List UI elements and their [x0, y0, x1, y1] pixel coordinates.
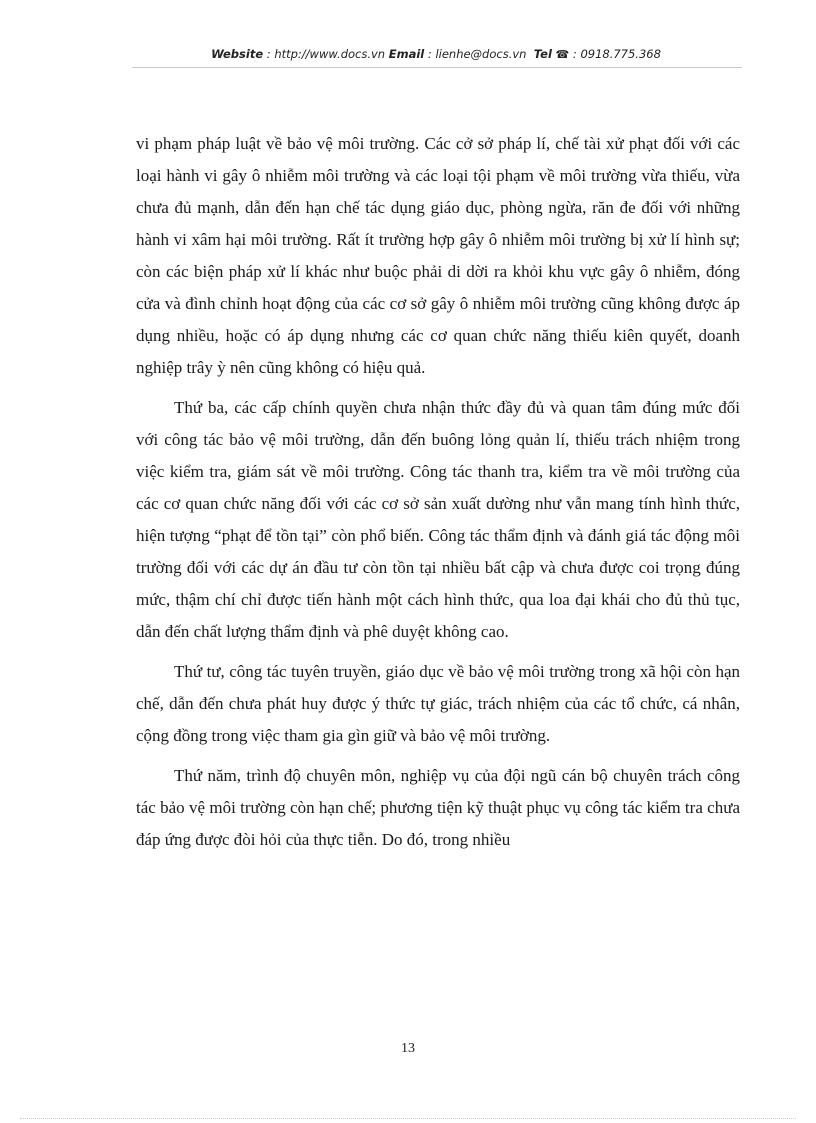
paragraph-thu-tu: Thứ tư, công tác tuyên truyền, giáo dục về bảo vệ môi trường trong xã hội còn hạn chế, dẫn đến chưa phát huy được ý thức tự giác, trách nhiệm của các tổ chức, cá nhân, cộng đồng trong việc tham gia gìn giữ và bảo vệ môi trường.	[136, 662, 740, 745]
email-separator: :	[424, 47, 436, 61]
header-divider	[132, 67, 742, 68]
paragraph-thu-nam: Thứ năm, trình độ chuyên môn, nghiệp vụ của đội ngũ cán bộ chuyên trách công tác bảo vệ môi trường còn hạn chế; phương tiện kỹ thuật phục vụ công tác kiểm tra chưa đáp ứng được đòi hỏi của thực tiễn. Do đó, trong nhiều	[136, 766, 740, 849]
tel-label: Tel	[533, 47, 552, 61]
email-address[interactable]: lienhe@docs.vn	[435, 47, 527, 61]
website-url[interactable]: http://www.docs.vn	[274, 47, 386, 61]
page-header	[132, 47, 740, 61]
page-number: 13	[401, 1041, 415, 1056]
document-body	[136, 128, 740, 864]
tel-separator: :	[569, 47, 581, 61]
paragraph-thu-ba: Thứ ba, các cấp chính quyền chưa nhận thức đầy đủ và quan tâm đúng mức đối với công tác bảo vệ môi trường, dẫn đến buông lỏng quản lí, thiếu trách nhiệm trong việc kiểm tra, giám sát về môi trường. Công tác thanh tra, kiểm tra về môi trường của các cơ quan chức năng đối với các cơ sở sản xuất dường như vẫn mang tính hình thức, hiện tượng “phạt để tồn tại” còn phổ biến. Công tác thẩm định và đánh giá tác động môi trường đối với các dự án đầu tư còn tồn tại nhiều bất cập và chưa được coi trọng đúng mức, thậm chí chỉ được tiến hành một cách hình thức, qua loa đại khái cho đủ thủ tục, dẫn đến chất lượng thẩm định và phê duyệt không cao.	[136, 398, 740, 641]
footer-divider	[20, 1118, 796, 1119]
email-label: Email	[388, 47, 425, 61]
tel-number: 0918.775.368	[580, 47, 661, 61]
website-label: Website	[211, 47, 264, 61]
telephone-icon: ☎	[555, 48, 570, 61]
website-separator: :	[263, 47, 275, 61]
paragraph-continuation: vi phạm pháp luật về bảo vệ môi trường. Các cở sở pháp lí, chế tài xử phạt đối với các loại hành vi gây ô nhiễm môi trường và các loại tội phạm về môi trường vừa thiếu, vừa chưa đủ mạnh, dẫn đến hạn chế tác dụng giáo dục, phòng ngừa, răn đe đối với những hành vi xâm hại môi trường. Rất ít trường hợp gây ô nhiễm môi trường bị xử lí hình sự; còn các biện pháp xử lí khác như buộc phải di dời ra khỏi khu vực gây ô nhiễm, đóng cửa và đình chỉnh hoạt động của các cơ sở gây ô nhiễm môi trường cũng không được áp dụng nhiều, hoặc có áp dụng nhưng các cơ quan chức năng thiếu kiên quyết, doanh nghiệp trây ỳ nên cũng không có hiệu quả.	[136, 134, 740, 377]
